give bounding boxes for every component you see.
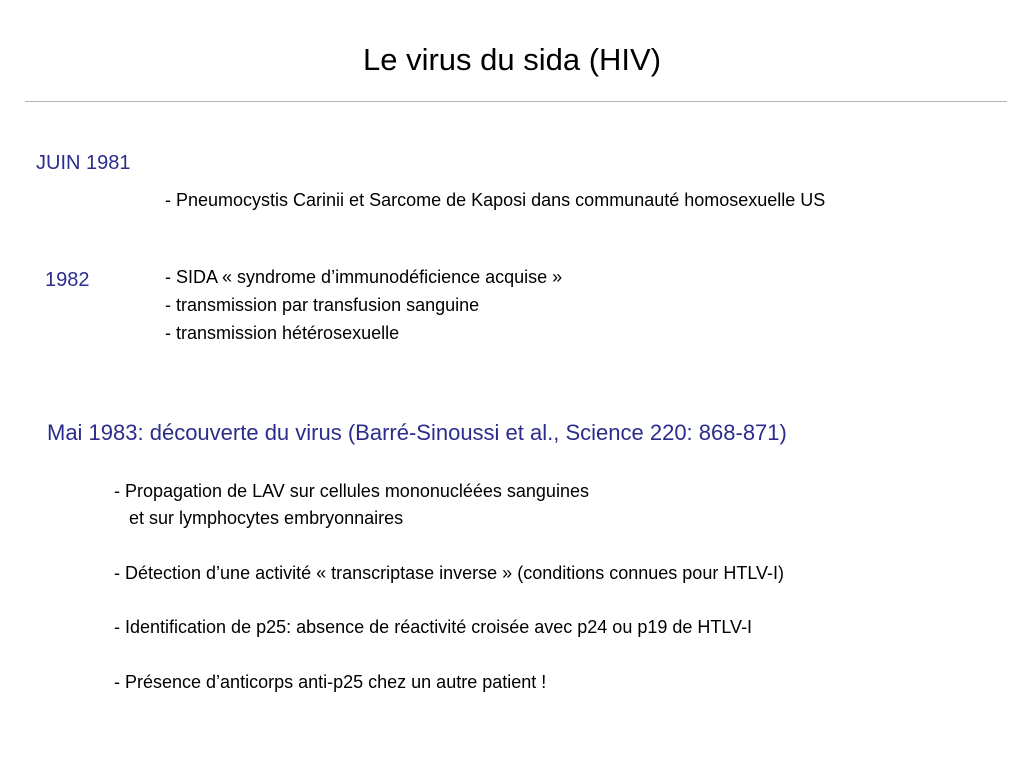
- year-1982-item: - transmission par transfusion sanguine: [165, 295, 480, 315]
- date-label-1982: 1982: [45, 269, 90, 291]
- discovery-point-line: - Propagation de LAV sur cellules mononucléées sanguines: [114, 481, 589, 501]
- title-divider: [25, 101, 1007, 102]
- discovery-point-line: - Présence d’anticorps anti-p25 chez un autre patient !: [114, 672, 547, 692]
- discovery-point-line: - Détection d’une activité « transcriptase inverse » (conditions connues pour HTLV-I): [114, 563, 784, 583]
- year-1982-item: - SIDA « syndrome d’immunodéficience acquise »: [165, 267, 563, 287]
- discovery-point-line: et sur lymphocytes embryonnaires: [114, 508, 404, 528]
- june-1981-item: - Pneumocystis Carinii et Sarcome de Kaposi dans communauté homosexuelle US: [165, 190, 826, 210]
- discovery-heading: Mai 1983: découverte du virus (Barré-Sinoussi et al., Science 220: 868-871): [47, 420, 787, 445]
- date-label-june-1981: JUIN 1981: [36, 152, 131, 174]
- year-1982-item: - transmission hétérosexuelle: [165, 323, 400, 343]
- slide-title: Le virus du sida (HIV): [362, 42, 662, 77]
- discovery-point-line: - Identification de p25: absence de réactivité croisée avec p24 ou p19 de HTLV-I: [114, 617, 753, 637]
